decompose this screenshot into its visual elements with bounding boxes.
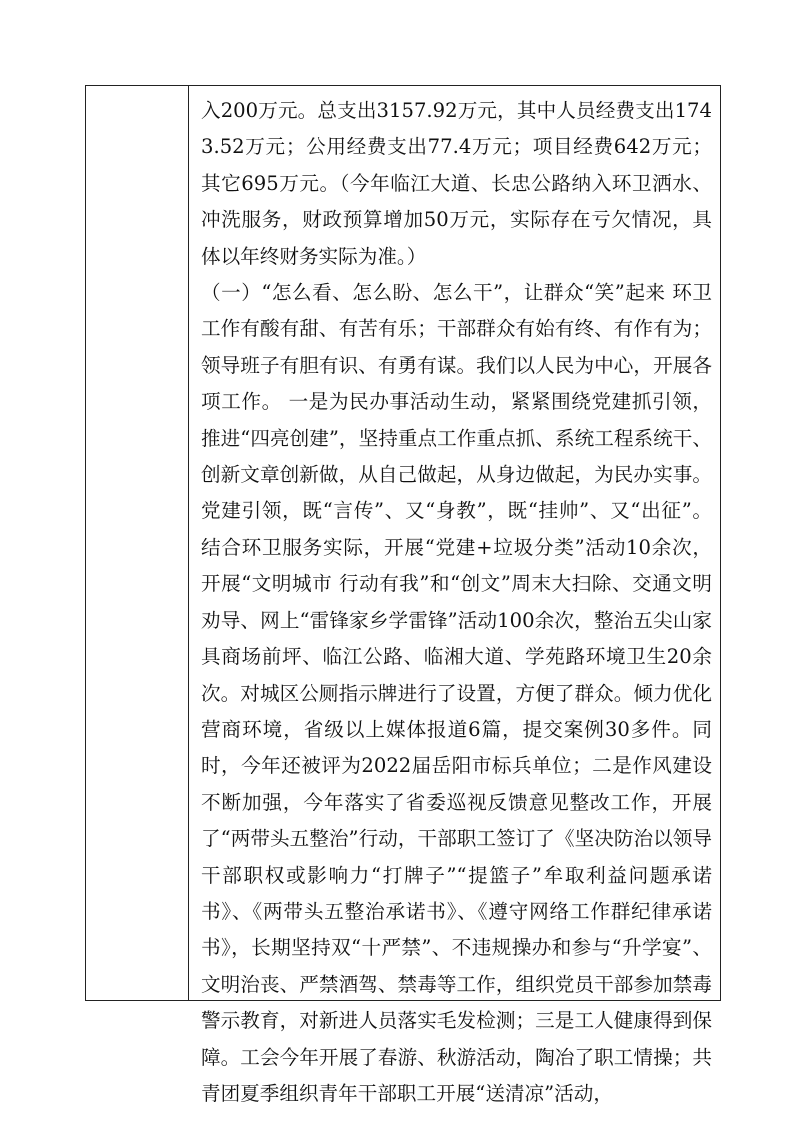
table-label-column [86,86,189,1000]
paragraph-work-report: （一）“怎么看、怎么盼、怎么干”，让群众“笑”起来 环卫工作有酸有甜、有苦有乐；干部群众有始有终、有作有为；领导班子有胆有识、有勇有谋。我们以人民为中心，开展各项工作。 一是为民办事活动生动，紧紧围绕党建抓引领，推进“四亮创建”，坚持重点工作重点抓、系统工程系统干、创新文章创新做，从自己做起，从身边做起，为民办实事。党建引领，既“言传”、又“身教”，既“挂帅”、又“出征”。结合环卫服务实际，开展“党建+垃圾分类”活动10余次，开展“文明城市 行动有我”和“创文”周末大扫除、交通文明劝导、网上“雷锋家乡学雷锋”活动100余次，整治五尖山家具商场前坪、临江公路、临湘大道、学苑路环境卫生20余次。对城区公厕指示牌进行了设置，方便了群众。倾力优化营商环境，省级以上媒体报道6篇，提交案例30多件。同时，今年还被评为2022届岳阳市标兵单位；二是作风建设不断加强，今年落实了省委巡视反馈意见整改工作，开展了“两带头五整治”行动，干部职工签订了《坚决防治以领导干部职权或影响力“打牌子”“提篮子”牟取利益问题承诺书》、《两带头五整治承诺书》、《遵守网络工作群纪律承诺书》，长期坚持双“十严禁”、不违规操办和参与“升学宴”、文明治丧、严禁酒驾、禁毒等工作，组织党员干部参加禁毒警示教育，对新进人员落实毛发检测；三是工人健康得到保障。工会今年开展了春游、秋游活动，陶冶了职工情操；共青团夏季组织青年干部职工开展“送清凉”活动， [201,281,712,1105]
paragraph-budget-summary: 入200万元。总支出3157.92万元，其中人员经费支出1743.52万元；公用经费支出77.4万元；项目经费642万元；其它695万元。（今年临江大道、长忠公路纳入环卫洒水、冲洗服务，财政预算增加50万元，实际存在亏欠情况，具体以年终财务实际为准。） [201,99,712,268]
table-content-cell [189,86,720,1105]
document-table [85,85,721,1105]
